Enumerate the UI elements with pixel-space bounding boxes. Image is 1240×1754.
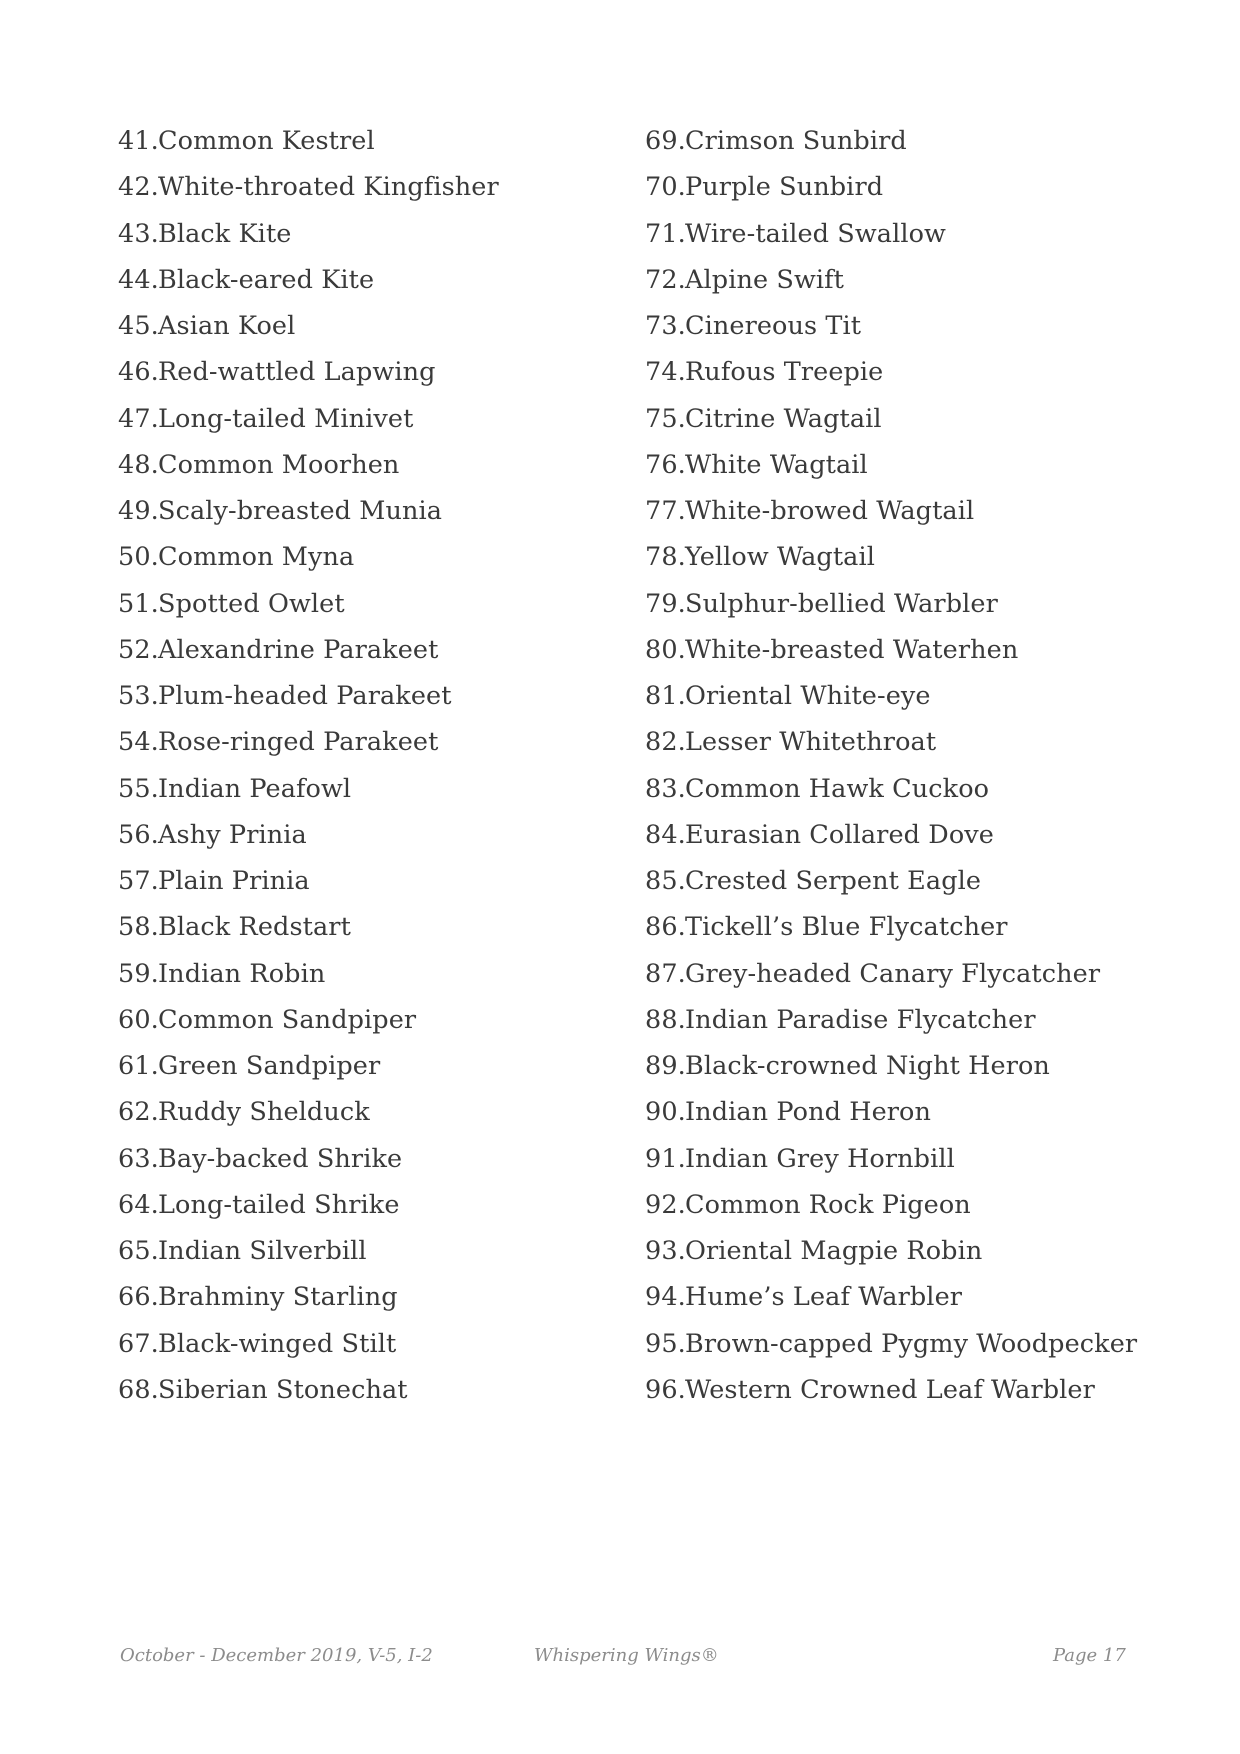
list-item-number: 95. <box>645 1328 686 1359</box>
footer-issue: October - December 2019, V-5, I-2 <box>120 1645 433 1666</box>
list-item-number: 43. <box>118 218 159 249</box>
list-item <box>645 303 1205 349</box>
list-item-name: Black-eared Kite <box>158 264 375 295</box>
list-item-name: Eurasian Collared Dove <box>685 819 994 850</box>
list-item-name: Brahminy Starling <box>158 1282 398 1313</box>
list-item <box>645 164 1205 210</box>
list-item-name: Common Rock Pigeon <box>685 1189 971 1220</box>
list-item <box>645 488 1205 534</box>
list-item-number: 86. <box>645 912 686 943</box>
list-item <box>645 627 1205 673</box>
list-item-number: 87. <box>645 958 686 989</box>
list-item <box>118 211 618 257</box>
list-item-name: Black-crowned Night Heron <box>685 1051 1050 1081</box>
list-item-name: Long-tailed Minivet <box>158 403 414 434</box>
list-item <box>645 211 1205 257</box>
list-item <box>645 581 1205 627</box>
list-item-number: 96. <box>645 1374 686 1405</box>
list-item-name: Common Sandpiper <box>158 1004 417 1035</box>
list-item-name: Siberian Stonechat <box>158 1374 408 1405</box>
list-item <box>118 1136 618 1182</box>
list-item <box>645 719 1205 765</box>
list-item-number: 93. <box>645 1236 686 1266</box>
list-item-number: 63. <box>118 1143 159 1174</box>
list-item <box>118 118 618 164</box>
list-item <box>118 1089 618 1135</box>
list-item-number: 47. <box>118 403 159 434</box>
list-item-number: 92. <box>645 1189 686 1220</box>
list-item <box>118 1182 618 1228</box>
list-item-name: Yellow Wagtail <box>685 542 875 573</box>
list-item <box>118 1367 618 1413</box>
list-item-name: Indian Grey Hornbill <box>685 1143 955 1174</box>
list-item <box>118 673 618 719</box>
list-item-name: Grey-headed Canary Flycatcher <box>685 958 1101 989</box>
list-item-name: Scaly-breasted Munia <box>158 496 443 526</box>
list-item-number: 70. <box>645 172 686 203</box>
list-item-name: Oriental White-eye <box>685 681 931 711</box>
list-item-number: 53. <box>118 681 159 711</box>
list-item <box>645 812 1205 858</box>
list-item <box>118 951 618 997</box>
list-item-name: Tickell’s Blue Flycatcher <box>685 912 1008 943</box>
list-item-name: Indian Peafowl <box>158 773 352 804</box>
list-item <box>118 581 618 627</box>
list-item-name: Sulphur-bellied Warbler <box>685 588 998 619</box>
list-item <box>645 1367 1205 1413</box>
list-item <box>118 627 618 673</box>
list-item <box>118 766 618 812</box>
list-item <box>645 396 1205 442</box>
list-item <box>645 858 1205 904</box>
list-item-name: Ruddy Shelduck <box>158 1097 370 1128</box>
list-item-name: Ashy Prinia <box>158 819 307 850</box>
list-item <box>118 257 618 303</box>
list-item-number: 64. <box>118 1189 159 1220</box>
list-item <box>645 1089 1205 1135</box>
list-item <box>645 951 1205 997</box>
list-item <box>118 719 618 765</box>
list-item-number: 85. <box>645 866 686 896</box>
list-item-name: Alexandrine Parakeet <box>158 634 439 665</box>
list-item-number: 56. <box>118 819 159 850</box>
list-item-name: Brown-capped Pygmy Woodpecker <box>685 1328 1138 1359</box>
list-item-number: 90. <box>645 1097 686 1128</box>
list-item-number: 77. <box>645 496 686 526</box>
list-item-number: 75. <box>645 403 686 434</box>
list-item <box>645 1182 1205 1228</box>
list-item-number: 61. <box>118 1051 159 1081</box>
list-item-name: Hume’s Leaf Warbler <box>685 1282 963 1313</box>
list-item-number: 71. <box>645 218 686 249</box>
bird-list-right-column <box>645 118 1205 1413</box>
list-item <box>118 442 618 488</box>
list-item-number: 55. <box>118 773 159 804</box>
list-item-number: 57. <box>118 866 159 896</box>
list-item-number: 91. <box>645 1143 686 1174</box>
list-item-number: 67. <box>118 1328 159 1359</box>
list-item-name: Red-wattled Lapwing <box>158 357 436 388</box>
list-item-number: 52. <box>118 634 159 665</box>
list-item-name: Spotted Owlet <box>158 588 345 619</box>
list-item-name: Rufous Treepie <box>685 357 884 388</box>
list-item <box>118 858 618 904</box>
list-item-name: White-browed Wagtail <box>685 496 975 526</box>
list-item-name: Common Moorhen <box>158 449 400 480</box>
list-item <box>118 488 618 534</box>
list-item <box>118 997 618 1043</box>
list-item-name: Indian Robin <box>158 958 326 989</box>
list-item-number: 42. <box>118 172 159 203</box>
list-item <box>118 812 618 858</box>
list-item-number: 50. <box>118 542 159 573</box>
list-item-number: 84. <box>645 819 686 850</box>
list-item <box>118 396 618 442</box>
list-item <box>645 118 1205 164</box>
list-item-number: 62. <box>118 1097 159 1128</box>
list-item-name: Common Myna <box>158 542 355 573</box>
list-item-name: Common Hawk Cuckoo <box>685 773 990 804</box>
list-item <box>118 303 618 349</box>
list-item-number: 48. <box>118 449 159 480</box>
list-item-name: Purple Sunbird <box>685 172 884 203</box>
list-item-number: 88. <box>645 1004 686 1035</box>
footer-page-number: Page 17 <box>1053 1645 1126 1666</box>
list-item-name: White-breasted Waterhen <box>685 634 1019 665</box>
list-item-name: Western Crowned Leaf Warbler <box>685 1374 1095 1405</box>
list-item <box>645 673 1205 719</box>
list-item-number: 82. <box>645 727 686 758</box>
list-item <box>645 766 1205 812</box>
list-item-name: Crested Serpent Eagle <box>685 866 982 896</box>
list-item <box>118 1228 618 1274</box>
list-item-number: 59. <box>118 958 159 989</box>
list-item <box>118 534 618 580</box>
list-item-name: Crimson Sunbird <box>685 126 907 156</box>
list-item-name: Plum-headed Parakeet <box>158 681 452 711</box>
list-item-number: 45. <box>118 311 159 341</box>
list-item <box>645 1228 1205 1274</box>
list-item-name: Oriental Magpie Robin <box>685 1236 983 1266</box>
list-item-name: White-throated Kingfisher <box>158 172 499 203</box>
list-item <box>118 1043 618 1089</box>
list-item-number: 41. <box>118 126 159 156</box>
list-item-number: 44. <box>118 264 159 295</box>
list-item-number: 49. <box>118 496 159 526</box>
list-item-number: 68. <box>118 1374 159 1405</box>
list-item-name: Bay-backed Shrike <box>158 1143 403 1174</box>
list-item <box>645 1043 1205 1089</box>
list-item-number: 80. <box>645 634 686 665</box>
list-item-number: 78. <box>645 542 686 573</box>
list-item-number: 54. <box>118 727 159 758</box>
list-item-name: Indian Pond Heron <box>685 1097 932 1128</box>
list-item-name: White Wagtail <box>685 449 868 480</box>
list-item-name: Plain Prinia <box>158 866 310 896</box>
list-item-name: Common Kestrel <box>158 126 375 156</box>
list-item <box>118 164 618 210</box>
list-item-name: Black Redstart <box>158 912 351 943</box>
list-item <box>645 1136 1205 1182</box>
list-item-number: 76. <box>645 449 686 480</box>
list-item-number: 79. <box>645 588 686 619</box>
list-item-number: 51. <box>118 588 159 619</box>
list-item-name: Rose-ringed Parakeet <box>158 727 439 758</box>
list-item-number: 94. <box>645 1282 686 1313</box>
list-item-number: 58. <box>118 912 159 943</box>
list-item-name: Asian Koel <box>158 311 296 341</box>
list-item-name: Lesser Whitethroat <box>685 727 937 758</box>
list-item-number: 89. <box>645 1051 686 1081</box>
list-item-number: 69. <box>645 126 686 156</box>
list-item-name: Black-winged Stilt <box>158 1328 397 1359</box>
list-item <box>645 1274 1205 1320</box>
list-item-name: Citrine Wagtail <box>685 403 882 434</box>
list-item <box>645 997 1205 1043</box>
list-item-number: 66. <box>118 1282 159 1313</box>
list-item-number: 74. <box>645 357 686 388</box>
list-item-number: 65. <box>118 1236 159 1266</box>
list-item <box>645 349 1205 395</box>
list-item <box>118 1274 618 1320</box>
list-item <box>645 442 1205 488</box>
list-item-number: 81. <box>645 681 686 711</box>
list-item-name: Green Sandpiper <box>158 1051 381 1081</box>
bird-list-left-column <box>118 118 618 1413</box>
list-item-name: Indian Silverbill <box>158 1236 367 1266</box>
list-item-number: 60. <box>118 1004 159 1035</box>
list-item-name: Long-tailed Shrike <box>158 1189 400 1220</box>
list-item <box>118 904 618 950</box>
list-item <box>645 904 1205 950</box>
list-item <box>645 1321 1205 1367</box>
list-item <box>645 534 1205 580</box>
list-item-name: Indian Paradise Flycatcher <box>685 1004 1036 1035</box>
list-item <box>118 1321 618 1367</box>
list-item-name: Wire-tailed Swallow <box>685 218 946 249</box>
list-item-name: Cinereous Tit <box>685 311 862 341</box>
footer-publication: Whispering Wings® <box>534 1645 719 1666</box>
list-item <box>645 257 1205 303</box>
list-item-number: 83. <box>645 773 686 804</box>
list-item <box>118 349 618 395</box>
list-item-name: Black Kite <box>158 218 292 249</box>
list-item-number: 72. <box>645 264 686 295</box>
list-item-number: 46. <box>118 357 159 388</box>
list-item-name: Alpine Swift <box>685 264 845 295</box>
list-item-number: 73. <box>645 311 686 341</box>
